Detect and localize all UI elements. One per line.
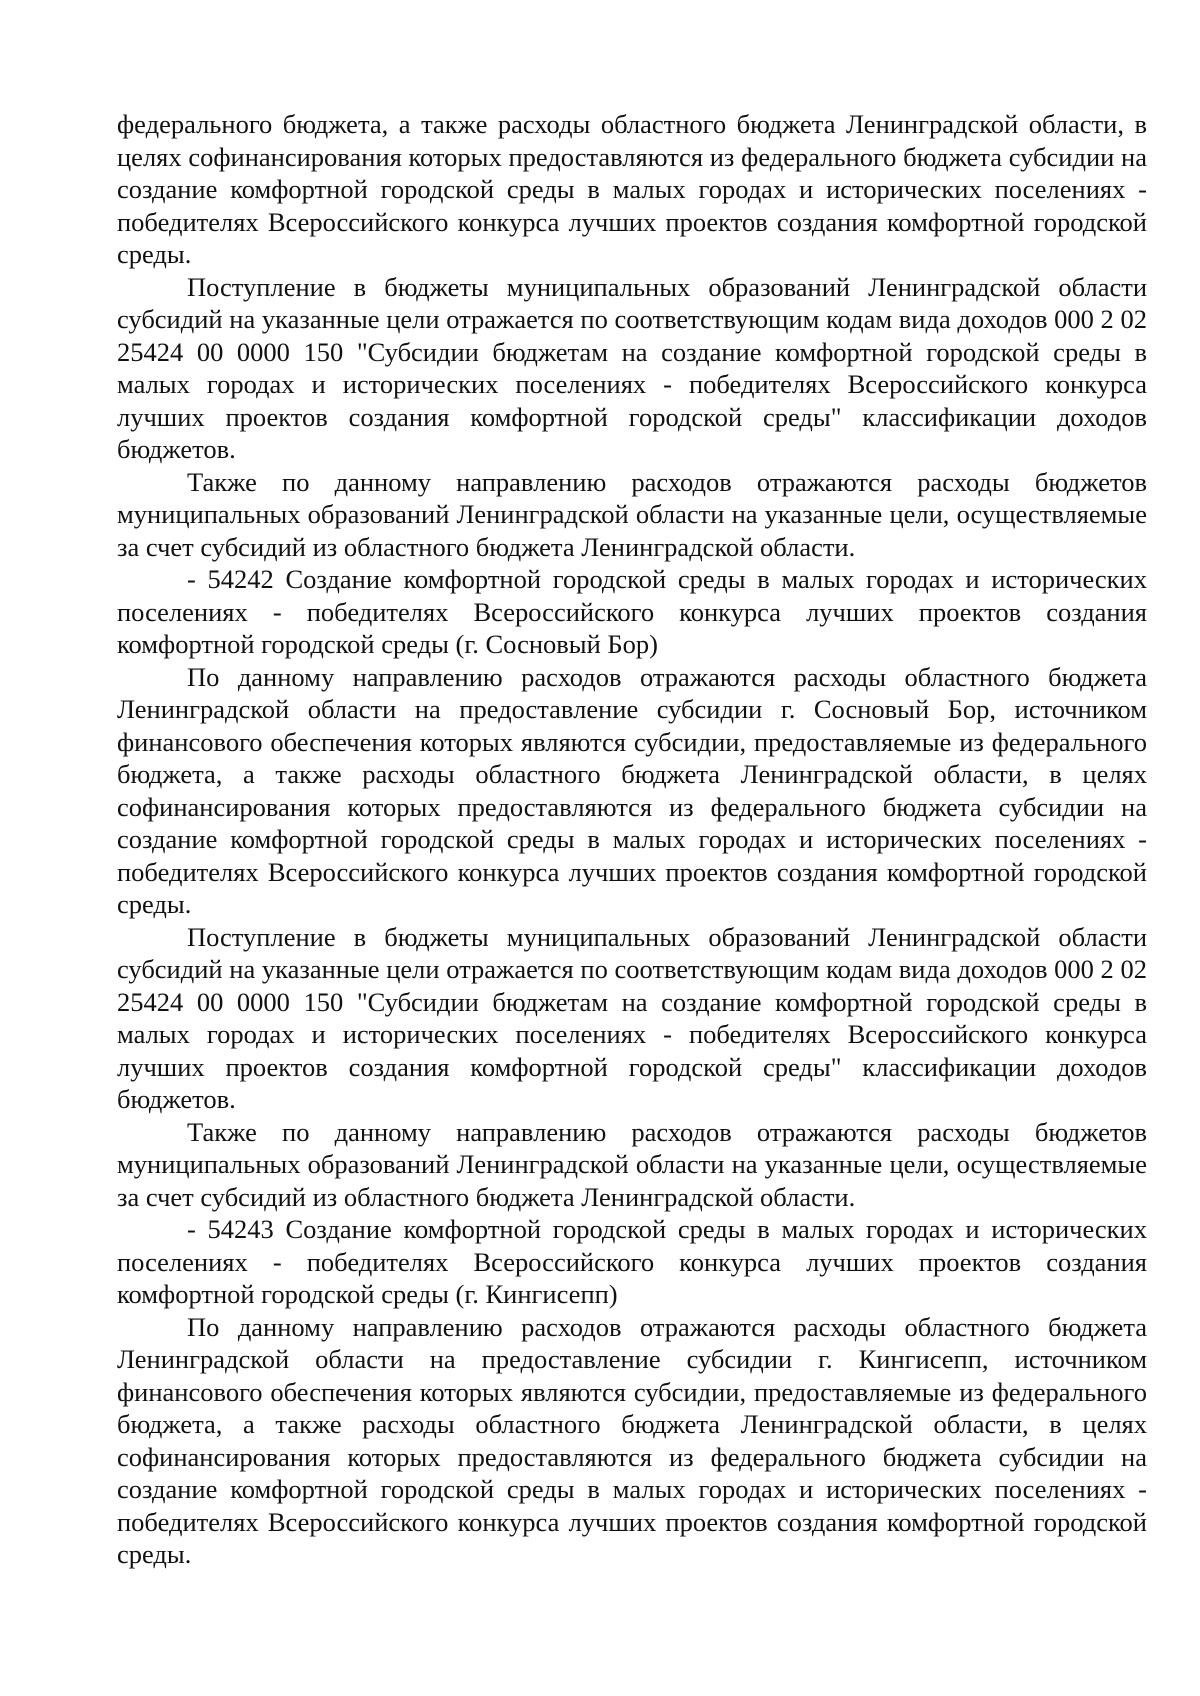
document-page xyxy=(117,108,1147,1571)
paragraph-municipal-expenses: Также по данному направлению расходов отражаются расходы бюджетов муниципальных образований Ленинградской области на указанные цели, осуществляемые за счет субсидий из областного бюджета Ленинградской области. xyxy=(117,466,1147,562)
paragraph-code-54242: - 54242 Создание комфортной городской среды в малых городах и исторических поселениях - победителях Всероссийского конкурса лучших проектов создания комфортной городской среды (г. Сосновый Бор) xyxy=(117,564,1147,659)
paragraph-revenue-receipt-2: Поступление в бюджеты муниципальных образований Ленинградской области субсидий на указанные цели отражается по соответствующим кодам вида доходов 000 2 02 25424 00 0000 150 "Субсидии бюджетам на создание комфортной городской среды в малых городах и исторических поселениях - победителях Всероссийского конкурса лучших проектов создания комфортной городской среды" классификации доходов бюджетов. xyxy=(117,921,1147,1114)
paragraph-code-54243: - 54243 Создание комфортной городской среды в малых городах и исторических поселениях - победителях Всероссийского конкурса лучших проектов создания комфортной городской среды (г. Кингисепп) xyxy=(117,1214,1147,1309)
paragraph-municipal-expenses-2: Также по данному направлению расходов отражаются расходы бюджетов муниципальных образований Ленинградской области на указанные цели, осуществляемые за счет субсидий из областного бюджета Ленинградской области. xyxy=(117,1116,1147,1212)
paragraph-kingisepp-expenses: По данному направлению расходов отражаются расходы областного бюджета Ленинградской области на предоставление субсидии г. Кингисепп, источником финансового обеспечения которых являются субсидии, предоставляемые из федерального бюджета, а также расходы областного бюджета Ленинградской области, в целях софинансирования которых предоставляются из федерального бюджета субсидии на создание комфортной городской среды в малых городах и исторических поселениях - победителях Всероссийского конкурса лучших проектов создания комфортной городской среды. xyxy=(117,1311,1147,1569)
paragraph-revenue-receipt: Поступление в бюджеты муниципальных образований Ленинградской области субсидий на указанные цели отражается по соответствующим кодам вида доходов 000 2 02 25424 00 0000 150 "Субсидии бюджетам на создание комфортной городской среды в малых городах и исторических поселениях - победителях Всероссийского конкурса лучших проектов создания комфортной городской среды" классификации доходов бюджетов. xyxy=(117,271,1147,464)
paragraph-continuation: федерального бюджета, а также расходы областного бюджета Ленинградской области, в целях софинансирования которых предоставляются из федерального бюджета субсидии на создание комфортной городской среды в малых городах и исторических поселениях - победителях Всероссийского конкурса лучших проектов создания комфортной городской среды. xyxy=(117,109,1147,269)
paragraph-sosnovy-bor-expenses: По данному направлению расходов отражаются расходы областного бюджета Ленинградской области на предоставление субсидии г. Сосновый Бор, источником финансового обеспечения которых являются субсидии, предоставляемые из федерального бюджета, а также расходы областного бюджета Ленинградской области, в целях софинансирования которых предоставляются из федерального бюджета субсидии на создание комфортной городской среды в малых городах и исторических поселениях - победителях Всероссийского конкурса лучших проектов создания комфортной городской среды. xyxy=(117,661,1147,919)
